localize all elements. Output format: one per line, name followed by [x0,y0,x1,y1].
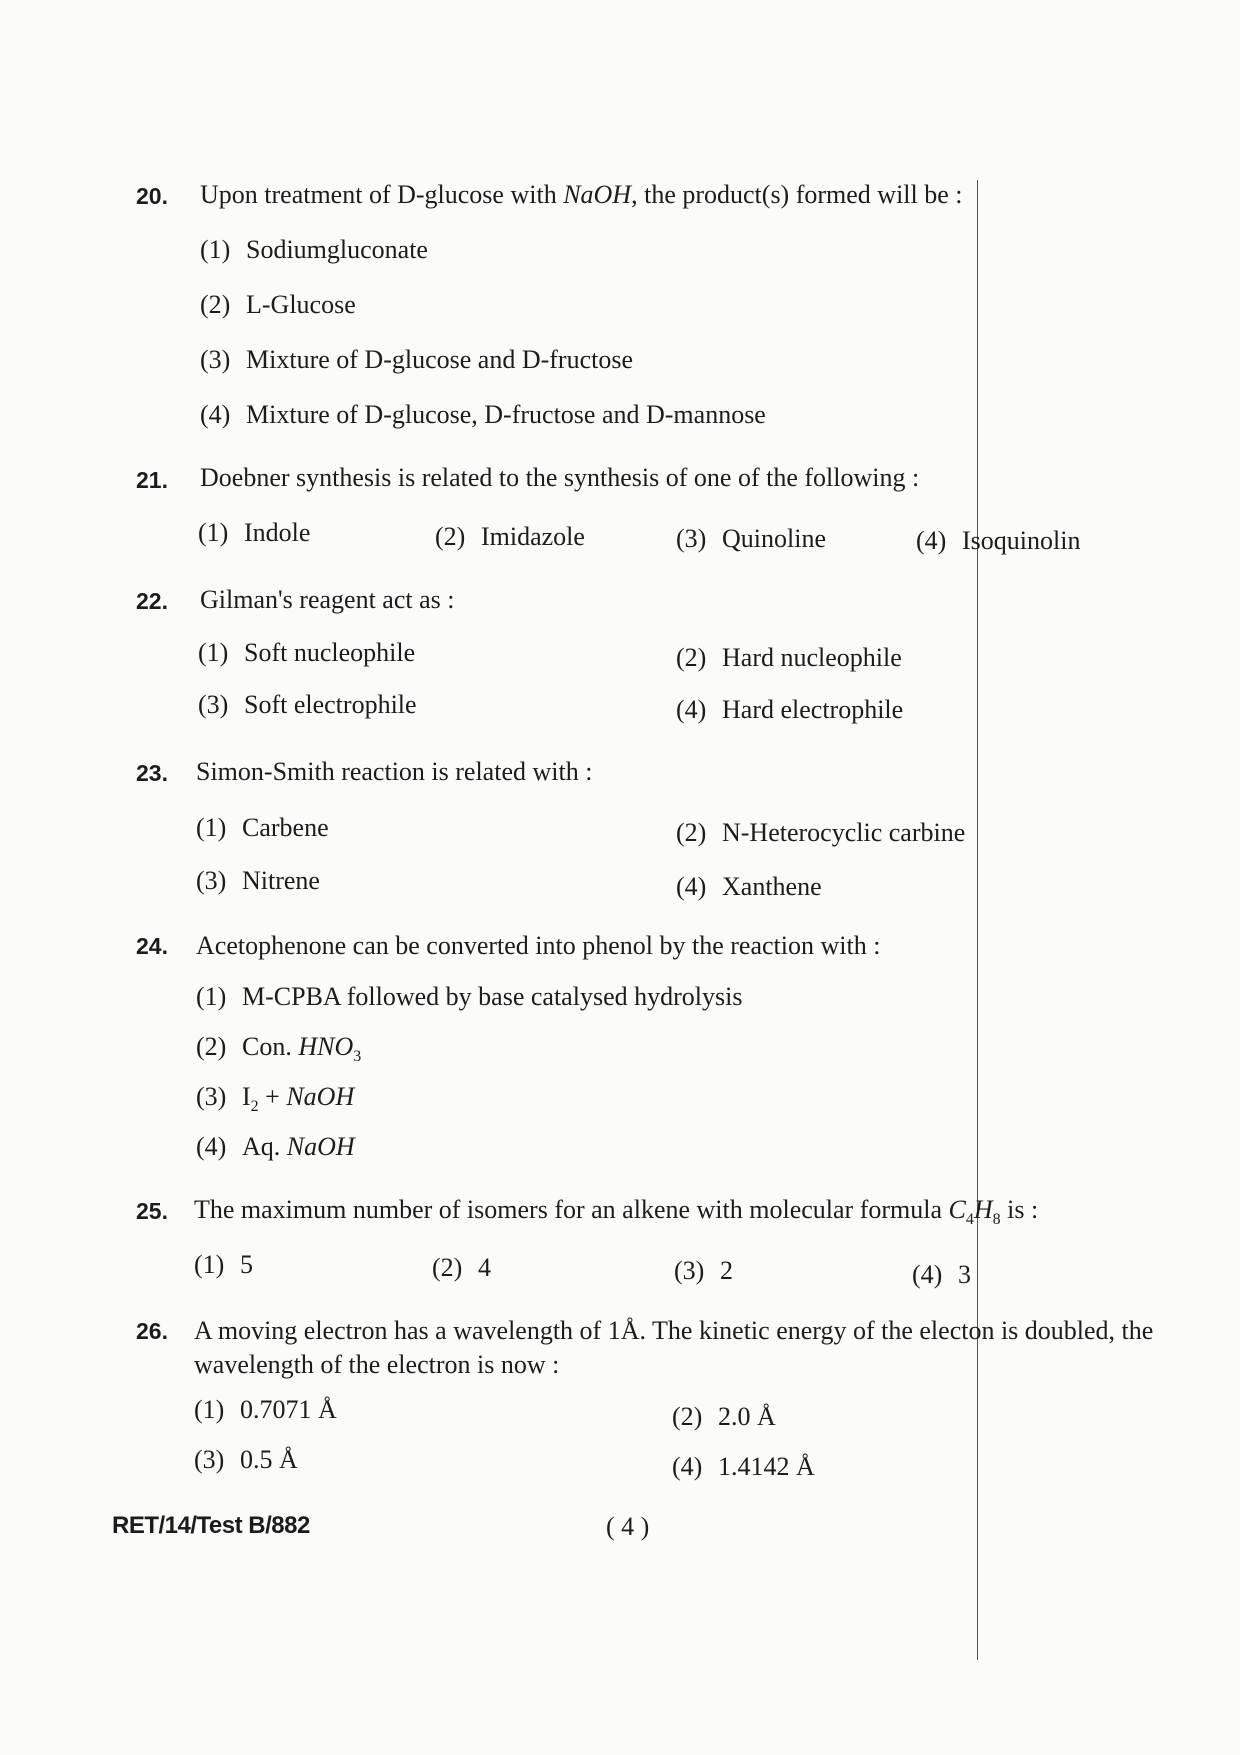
option-4: (4) Mixture of D-glucose, D-fructose and D-mannose [200,400,766,429]
question-number: 20. [136,183,168,209]
option-1: (1) 5 [194,1250,253,1279]
option-4: (4) 3 [912,1260,971,1289]
test-code: RET/14/Test B/882 [112,1512,310,1539]
question-number: 25. [136,1198,168,1224]
page-number: ( 4 ) [606,1512,650,1541]
question-text: Upon treatment of D-glucose with NaOH, the product(s) formed will be : [200,180,963,209]
option-2: (2) 2.0 Å [672,1402,776,1431]
question-text: Simon-Smith reaction is related with : [196,757,593,786]
question-text: A moving electron has a wavelength of 1Å. The kinetic energy of the electon is doubled, the wavelength of the electron is now : [194,1316,1154,1379]
option-2: (2) N-Heterocyclic carbine [676,818,966,847]
option-3: (3) 0.5 Å [194,1445,298,1474]
question-text: Gilman's reagent act as : [200,585,455,614]
option-2: (2) 4 [432,1253,491,1282]
question-number: 23. [136,760,168,786]
question-number: 26. [136,1318,168,1344]
question-number: 21. [136,467,168,493]
option-2: (2) Imidazole [435,522,585,551]
option-4: (4) Aq. NaOH [196,1132,355,1161]
option-1: (1) Sodiumgluconate [200,235,428,264]
option-3: (3) Mixture of D-glucose and D-fructose [200,345,633,374]
option-4: (4) 1.4142 Å [672,1452,815,1481]
question-number: 24. [136,933,168,959]
option-1: (1) Carbene [196,813,329,842]
option-3: (3) $I_2$ + NaOH [196,1082,355,1116]
option-1: (1) Soft nucleophile [198,638,416,667]
option-1: (1) M-CPBA followed by base catalysed hydrolysis [196,982,743,1011]
option-1: (1) Indole [198,518,311,547]
option-1: (1) 0.7071 Å [194,1395,337,1424]
option-2: (2) Con. $HNO_3$ [196,1032,362,1066]
option-3: (3) Soft electrophile [198,690,417,719]
option-3: (3) Quinoline [676,524,826,553]
scan-margin-line [977,180,978,1660]
question-text: Acetophenone can be converted into phenol by the reaction with : [196,931,881,960]
question-number: 22. [136,588,168,614]
option-2: (2) L-Glucose [200,290,356,319]
option-3: (3) 2 [674,1256,733,1285]
option-4: (4) Isoquinolin [916,526,1081,555]
option-3: (3) Nitrene [196,866,320,895]
option-2: (2) Hard nucleophile [676,643,902,672]
option-4: (4) Xanthene [676,872,822,901]
question-text: Doebner synthesis is related to the synthesis of one of the following : [200,463,920,492]
option-4: (4) Hard electrophile [676,695,904,724]
question-text: The maximum number of isomers for an alkene with molecular formula $C_4H_8$ is : [194,1195,1039,1229]
